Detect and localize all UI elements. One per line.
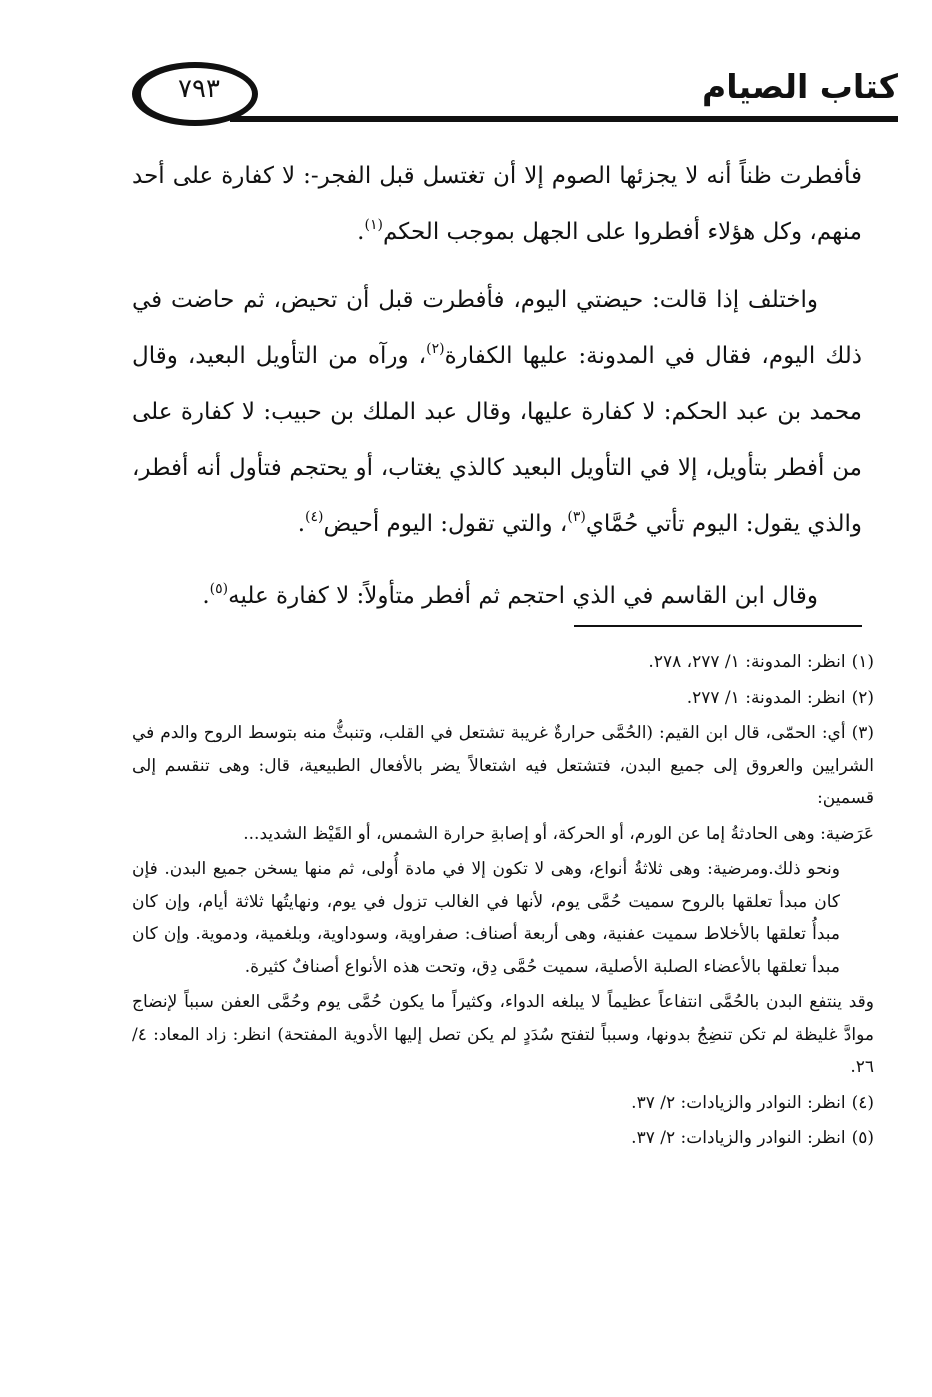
footnote-text: انظر: المدونة: ١/ ٢٧٧. [686, 687, 846, 708]
footnote-3 [132, 717, 874, 815]
main-text [132, 148, 862, 640]
footnote-text: انظر: المدونة: ١/ ٢٧٧، ٢٧٨. [648, 652, 846, 672]
footnote-3-part-d: وقد ينتفع البدن بالحُمَّى انتفاعاً عظيماً لا يبلغه الدواء، وكثيراً ما يكون حُمَّى يوم وحُمَّى العفن سبباً لإنضاج موادَّ غليظة لم تكن تنضِجُ بدونها، وسبباً لتفتح سُدَدٍ لم يكن تصل إليها الأدوية المفتحة) انظر: زاد المعاد: ٤/ ٢٦. [132, 992, 874, 1077]
page-number: ٧٩٣ [178, 74, 220, 104]
footnote-3-part-c: ونحو ذلك.ومرضية: وهى ثلاثةُ أنواع، وهى لا تكون إلا في مادة أُولى، ثم منها يسخن جميع البدن. فإن كان مبدأ تعلقها بالروح سميت حُمَّى يوم، لأنها في الغالب تزول في يوم، ونهايتُها ثلاثة أيام، وإن كان مبدأُ تعلقها بالأخلاط سميت عفنية، وهى أربعة أصناف: صفراوية، وسوداوية، وبلغمية، ودموية. وإن كان مبدأ تعلقها بالأعضاء الصلبة الأصلية، سميت حُمَّى دِق، وتحت هذه الأنواع أصنافٌ كثيرة. [132, 859, 840, 977]
footnote-ref-1: (١) [364, 217, 383, 233]
paragraph-2 [132, 272, 862, 552]
footnote-ref-3: (٣) [567, 509, 586, 525]
paragraph-2-text-c: ، والتي تقول: اليوم أحيض [323, 511, 568, 537]
footnote-1 [132, 646, 874, 679]
footnote-ref-5: (٥) [209, 581, 229, 597]
paragraph-1 [132, 148, 862, 260]
footnotes [132, 646, 874, 1158]
paragraph-1-end: . [357, 219, 365, 245]
footnote-text: انظر: النوادر والزيادات: ٢/ ٣٧. [631, 1128, 846, 1148]
paragraph-3-text: وقال ابن القاسم في الذي احتجم ثم أفطر متأولاً: لا كفارة عليه [228, 583, 818, 609]
footnote-separator [574, 625, 862, 627]
chapter-title: كتاب الصيام [702, 67, 898, 106]
footnote-number: (١) [851, 652, 874, 672]
footnote-number: (٤) [851, 1092, 874, 1113]
footnote-4 [132, 1087, 874, 1120]
paragraph-3 [132, 568, 862, 624]
page-header [128, 58, 898, 128]
footnote-text: أي: الحمّى، قال ابن القيم: (الحُمَّى حرارةٌ غريبة تشتعل في القلب، وتنبثُّ منه بتوسط الروح والدم في الشرايين والعروق إلى جميع البدن، فتشتعل فيه اشتعالاً يضر بالأفعال الطبيعية، قال: وهى تنقسم إلى قسمين: [132, 723, 874, 808]
header-rule [230, 116, 898, 122]
footnote-number: (٣) [851, 723, 874, 743]
footnote-3-part-b: عَرَضية: وهى الحادثةُ إما عن الورم، أو الحركة، أو إصابةِ حرارة الشمس، أو القَيْظ الشديد... [243, 823, 874, 844]
paragraph-3-end: . [202, 583, 210, 609]
footnote-2 [132, 682, 874, 715]
paragraph-2-text-a: واختلف إذا قالت: حيضتي اليوم، فأفطرت قبل أن تحيض، ثم حاضت في ذلك اليوم، فقال في المدونة: عليها الكفارة [132, 287, 862, 369]
footnote-number: (٢) [851, 687, 874, 708]
paragraph-2-end: . [297, 511, 306, 537]
footnote-ref-4: (٤) [305, 509, 324, 525]
footnote-ref-2: (٢) [426, 341, 445, 357]
footnote-text: انظر: النوادر والزيادات: ٢/ ٣٧. [631, 1092, 846, 1113]
footnote-number: (٥) [851, 1128, 874, 1148]
paragraph-1-text: فأفطرت ظناً أنه لا يجزئها الصوم إلا أن تغتسل قبل الفجر-: لا كفارة على أحد منهم، وكل هؤلاء أفطروا على الجهل بموجب الحكم [132, 163, 862, 245]
footnote-5 [132, 1122, 874, 1155]
paragraph-2-text-b: ، ورآه من التأويل البعيد، وقال محمد بن عبد الحكم: لا كفارة عليها، وقال عبد الملك بن حبيب: لا كفارة على من أفطر بتأويل، إلا في التأويل البعيد كالذي يغتاب، أو يحتجم فتأول أنه أفطر، والذي يقول: اليوم تأتي حُمَّاي [132, 343, 862, 537]
